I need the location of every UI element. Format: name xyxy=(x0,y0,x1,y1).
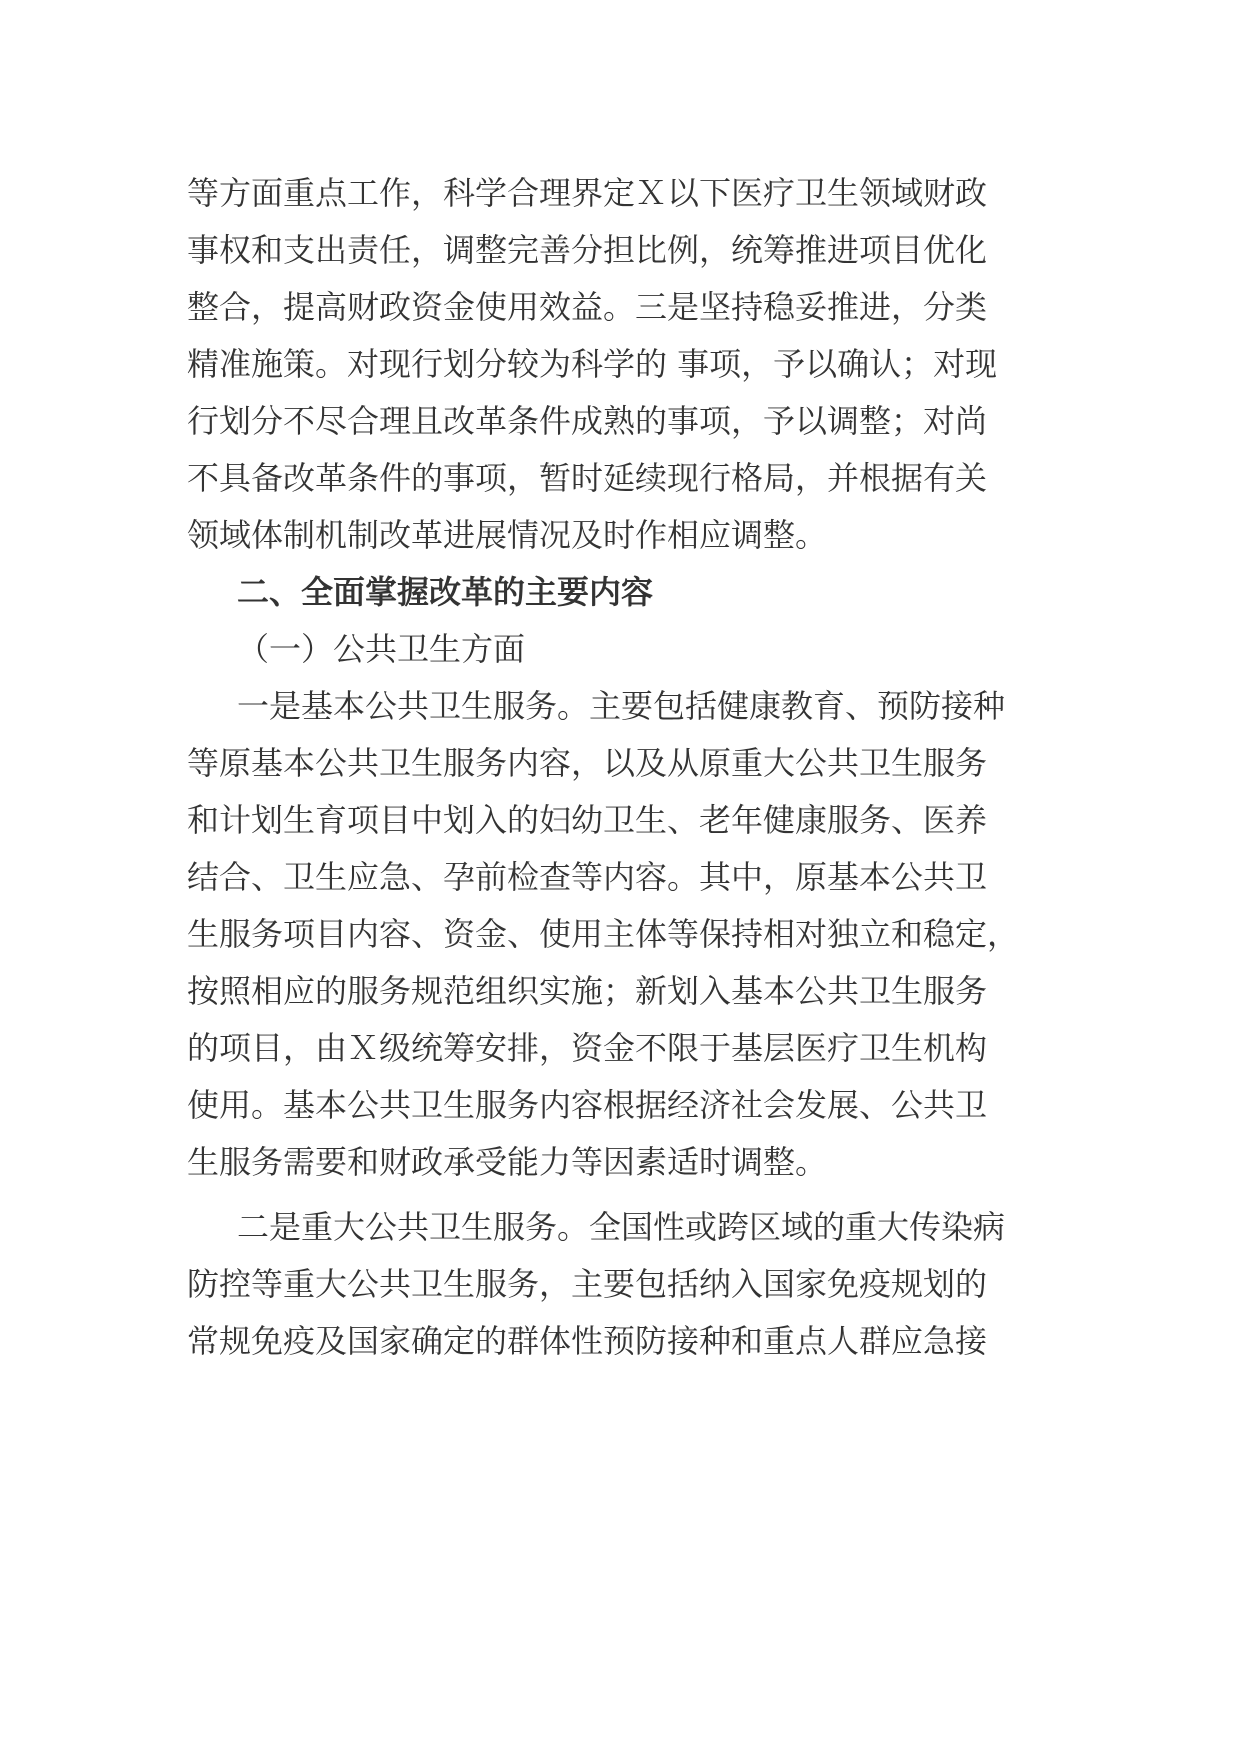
paragraph-major-public-health xyxy=(187,1199,1057,1370)
text-line: 生服务项目内容、资金、使用主体等保持相对独立和稳定， xyxy=(187,915,1020,953)
text-line: 整合，提高财政资金使用效益。三是坚持稳妥推进，分类 xyxy=(187,288,988,326)
text-line: 事权和支出责任，调整完善分担比例，统筹推进项目优化 xyxy=(187,231,988,269)
subsection-heading: （一）公共卫生方面 xyxy=(237,630,526,668)
section-heading: 二、全面掌握改革的主要内容 xyxy=(237,573,654,611)
text-line: 常规免疫及国家确定的群体性预防接种和重点人群应急接 xyxy=(187,1322,988,1360)
text-line: 生服务需要和财政承受能力等因素适时调整。 xyxy=(187,1143,828,1181)
text-line: 行划分不尽合理且改革条件成熟的事项，予以调整；对尚 xyxy=(187,402,988,440)
text-line: 一是基本公共卫生服务。主要包括健康教育、预防接种 xyxy=(237,687,1006,725)
text-line: 等原基本公共卫生服务内容，以及从原重大公共卫生服务 xyxy=(187,744,988,782)
text-line: 按照相应的服务规范组织实施；新划入基本公共卫生服务 xyxy=(187,972,988,1010)
paragraph-basic-public-health xyxy=(187,678,1057,1191)
text-line: 防控等重大公共卫生服务，主要包括纳入国家免疫规划的 xyxy=(187,1265,988,1303)
text-line: 结合、卫生应急、孕前检查等内容。其中，原基本公共卫 xyxy=(187,858,988,896)
text-line: 等方面重点工作，科学合理界定Ｘ以下医疗卫生领域财政 xyxy=(187,174,988,212)
document-body xyxy=(187,165,1057,1370)
paragraph-continuation xyxy=(187,165,1057,564)
text-line: 精准施策。对现行划分较为科学的 事项，予以确认；对现 xyxy=(187,345,998,383)
text-line: 和计划生育项目中划入的妇幼卫生、老年健康服务、医养 xyxy=(187,801,988,839)
text-line: 领域体制机制改革进展情况及时作相应调整。 xyxy=(187,516,828,554)
text-line: 使用。基本公共卫生服务内容根据经济社会发展、公共卫 xyxy=(187,1086,988,1124)
paragraph-gap xyxy=(187,1191,1057,1199)
text-line: 二是重大公共卫生服务。全国性或跨区域的重大传染病 xyxy=(237,1208,1006,1246)
text-line: 的项目，由Ｘ级统筹安排，资金不限于基层医疗卫生机构 xyxy=(187,1029,988,1067)
text-line: 不具备改革条件的事项，暂时延续现行格局，并根据有关 xyxy=(187,459,988,497)
